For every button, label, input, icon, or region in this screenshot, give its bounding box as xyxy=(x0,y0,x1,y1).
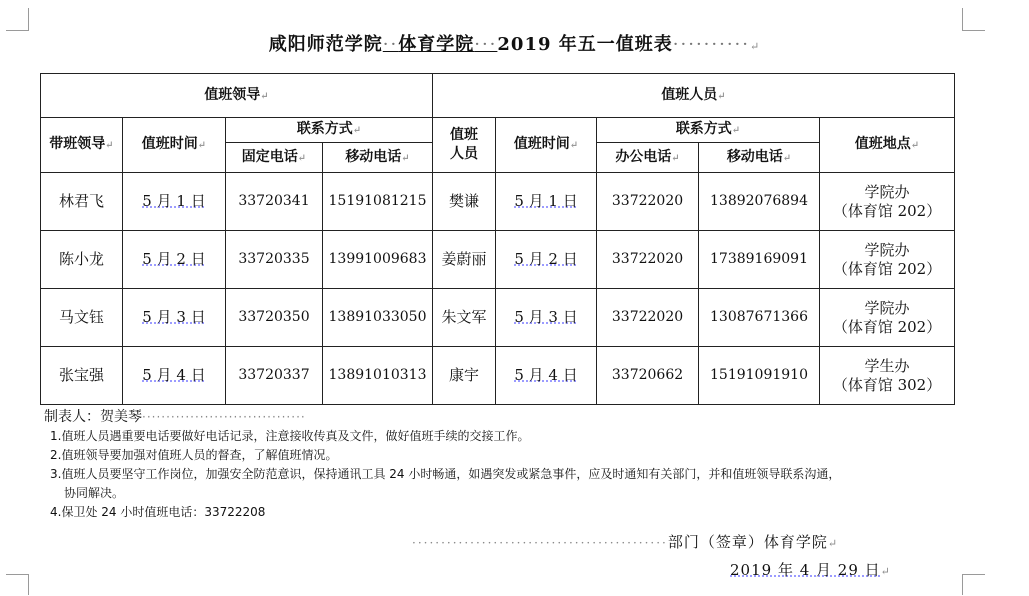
landline-cell: 33720350 xyxy=(226,289,323,347)
staff-duty-date: 5 月 2 日 xyxy=(496,231,597,289)
staff-contact-header: 联系方式↵ xyxy=(597,118,820,143)
note-item-continuation: 协同解决。 xyxy=(64,486,125,500)
table-row xyxy=(41,347,955,405)
title-schedule: 2019 年五一值班表 xyxy=(497,34,673,55)
office-phone-cell: 33722020 xyxy=(597,231,699,289)
maker-line: 制表人：贺美琴·································· xyxy=(44,409,306,425)
page-title: 咸阳师范学院··体育学院···2019 年五一值班表··········↵ xyxy=(268,34,761,55)
page-corner-mark xyxy=(6,574,29,595)
location-cell: 学院办 （体育馆 202） xyxy=(820,231,955,289)
leader-contact-header: 联系方式↵ xyxy=(226,118,433,143)
staff-duty-date: 5 月 1 日 xyxy=(496,173,597,231)
note-item: 1.值班人员遇重要电话要做好电话记录，注意接收传真及文件，做好值班手续的交接工作。 xyxy=(50,429,530,443)
staff-mobile-cell: 17389169091 xyxy=(699,231,820,289)
leader-name: 陈小龙 xyxy=(41,231,123,289)
location-cell: 学院办 （体育馆 202） xyxy=(820,173,955,231)
location-header: 值班地点↵ xyxy=(820,118,955,173)
signature-date-line: 2019 年 4 月 29 日↵ xyxy=(730,561,891,579)
duty-date: 5 月 1 日 xyxy=(123,173,226,231)
lead-leader-header: 带班领导↵ xyxy=(41,118,123,173)
location-cell: 学院办 （体育馆 202） xyxy=(820,289,955,347)
leader-name: 林君飞 xyxy=(41,173,123,231)
landline-cell: 33720341 xyxy=(226,173,323,231)
note-item: 3.值班人员要坚守工作岗位，加强安全防范意识，保持通讯工具 24 小时畅通，如遇突发或紧急事件，应及时通知有关部门，并和值班领导联系沟通， xyxy=(50,467,841,481)
office-phone-cell: 33722020 xyxy=(597,289,699,347)
duty-date: 5 月 2 日 xyxy=(123,231,226,289)
staff-duty-date: 5 月 3 日 xyxy=(496,289,597,347)
leader-name: 张宝强 xyxy=(41,347,123,405)
leader-group-header: 值班领导↵ xyxy=(41,74,433,118)
notes-section xyxy=(30,408,840,522)
mobile-header: 移动电话↵ xyxy=(323,143,433,173)
staff-name: 姜蔚丽 xyxy=(433,231,496,289)
title-school: 咸阳师范学院 xyxy=(268,34,383,55)
title-college-underlined: ··体育学院··· xyxy=(382,34,498,55)
duty-date: 5 月 3 日 xyxy=(123,289,226,347)
landline-cell: 33720337 xyxy=(226,347,323,405)
staff-mobile-header: 移动电话↵ xyxy=(699,143,820,173)
staff-group-header: 值班人员↵ xyxy=(433,74,955,118)
signature-date: 2019 年 4 月 29 日 xyxy=(730,561,881,579)
staff-name: 康宇 xyxy=(433,347,496,405)
mobile-cell: 13891033050 xyxy=(323,289,433,347)
page-corner-mark xyxy=(962,574,985,595)
mobile-cell: 13991009683 xyxy=(323,231,433,289)
note-item: 2.值班领导要加强对值班人员的督查，了解值班情况。 xyxy=(50,448,338,462)
location-cell: 学生办 （体育馆 302） xyxy=(820,347,955,405)
table-maker: 制表人：贺美琴 xyxy=(44,409,142,425)
staff-duty-date: 5 月 4 日 xyxy=(496,347,597,405)
staff-mobile-cell: 15191091910 xyxy=(699,347,820,405)
staff-name: 朱文军 xyxy=(433,289,496,347)
landline-cell: 33720335 xyxy=(226,231,323,289)
duty-table xyxy=(40,73,955,405)
staff-header: 值班 人员 xyxy=(433,118,496,173)
paragraph-mark-icon: ↵ xyxy=(750,40,761,53)
duty-date: 5 月 4 日 xyxy=(123,347,226,405)
office-phone-header: 办公电话↵ xyxy=(597,143,699,173)
table-row xyxy=(41,289,955,347)
note-item: 4.保卫处 24 小时值班电话：33722208 xyxy=(50,505,266,519)
office-phone-cell: 33720662 xyxy=(597,347,699,405)
staff-mobile-cell: 13892076894 xyxy=(699,173,820,231)
mobile-cell: 13891010313 xyxy=(323,347,433,405)
office-phone-cell: 33722020 xyxy=(597,173,699,231)
title-college: 体育学院 xyxy=(398,34,475,55)
signature-line: ············································部门（签章）体育学院↵ xyxy=(412,533,839,551)
table-row xyxy=(41,173,955,231)
staff-name: 樊谦 xyxy=(433,173,496,231)
staff-duty-time-header: 值班时间↵ xyxy=(496,118,597,173)
table-header-row-1 xyxy=(41,118,955,143)
table-group-header-row xyxy=(41,74,955,118)
staff-mobile-cell: 13087671366 xyxy=(699,289,820,347)
leader-name: 马文钰 xyxy=(41,289,123,347)
signature-dept: 部门（签章）体育学院 xyxy=(667,533,828,551)
page-corner-mark xyxy=(6,8,29,31)
mobile-cell: 15191081215 xyxy=(323,173,433,231)
page-corner-mark xyxy=(962,8,985,31)
landline-header: 固定电话↵ xyxy=(226,143,323,173)
table-row xyxy=(41,231,955,289)
duty-time-header: 值班时间↵ xyxy=(123,118,226,173)
